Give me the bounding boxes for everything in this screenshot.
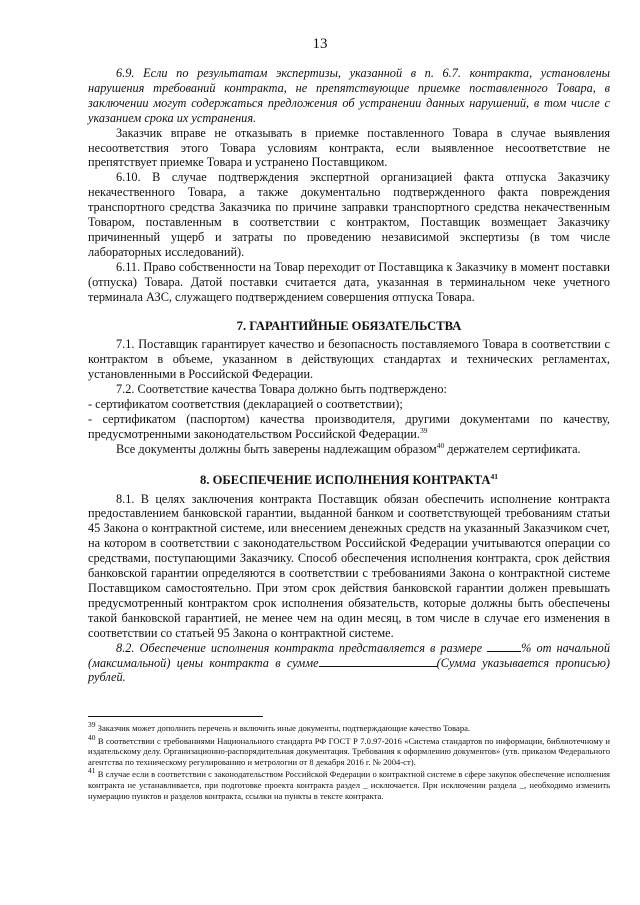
footnote-ref-39: 39 xyxy=(419,425,428,435)
clause-6-11: 6.11. Право собственности на Товар переходит от Поставщика к Заказчику в момент поставки (отпуска) Товара. Датой поставки считается дата, указанная в терминальном чеке учетного терминала АЗС, служащего подтверждением совершения отпуска Товара. xyxy=(88,259,610,304)
footnote-40 xyxy=(88,732,610,768)
footnote-ref-41: 41 xyxy=(490,471,498,481)
document-body xyxy=(88,66,610,685)
clause-7-2: 7.2. Соответствие качества Товара должно быть подтверждено: xyxy=(116,382,447,397)
clause-8-2-text-a: 8.2. Обеспечение исполнения контракта представляется в размере xyxy=(116,640,488,655)
section-8-heading xyxy=(88,473,610,488)
footnotes xyxy=(88,720,610,803)
clause-8-2 xyxy=(88,641,610,686)
footnote-ref-40: 40 xyxy=(436,440,445,450)
clause-6-9-continued: Заказчик вправе не отказывать в приемке поставленного Товара в случае выявления несоответствия этого Товара условиям контракта, если выявленное несоответствие не препятствует приемке Товара и устранено Поставщиком. xyxy=(88,125,610,170)
page-number: 13 xyxy=(312,36,328,52)
amount-blank xyxy=(319,656,437,667)
clause-8-1: 8.1. В целях заключения контракта Поставщик обязан обеспечить исполнение контракта предоставлением банковской гарантии, выданной банком и соответствующей требованиям статьи 45 Закона о контрактной системе, или внесением денежных средств на указанный Заказчиком счет, на котором в соответствии с законодательством Российской Федерации учитываются операции со средствами, поступающими Заказчику. Способ обеспечения исполнения контракта, срок действия банковской гарантии определяются в соответствии с требованиями Закона о контрактной системе Поставщиком самостоятельно. При этом срок действия банковской гарантии должен превышать предусмотренный контрактом срок исполнения обязательств, которые должны быть обеспечены такой банковской гарантией, не менее чем на один месяц, в том числе в случае его изменения в соответствии со статьей 95 Закона о контрактной системе. xyxy=(88,491,610,640)
section-8-heading-text: 8. ОБЕСПЕЧЕНИЕ ИСПОЛНЕНИЯ КОНТРАКТА xyxy=(200,472,491,487)
clause-8-2-text-b: % от начальной (максимальной) цены контракта в сумме xyxy=(88,640,610,670)
clause-7-2-item-2-text: - сертификатом (паспортом) качества производителя, другими документами по качеству, предусмотренными законодательством Российской Федерации. xyxy=(88,411,610,441)
section-7-heading: 7. ГАРАНТИЙНЫЕ ОБЯЗАТЕЛЬСТВА xyxy=(236,318,462,333)
footnote-separator xyxy=(88,716,263,717)
clause-7-2-certification xyxy=(88,442,610,457)
clause-7-2-item-2 xyxy=(88,412,610,442)
clause-7-2-certification-text-b: держателем сертификата. xyxy=(444,441,581,456)
clause-6-9: 6.9. Если по результатам экспертизы, указанной в п. 6.7. контракта, установлены нарушения требований контракта, не препятствующие приемке поставленного Товара, в заключении могут содержаться предложения об устранении данных нарушений, в том числе с указанием срока их устранения. xyxy=(88,66,610,125)
footnote-40-text: В соответствии с требованиями Национального стандарта РФ ГОСТ Р 7.0.97-2016 «Система стандартов по информации, библиотечному и издательскому делу. Организационно-распорядительная документация. Требования к оформлению документов» (утв. приказом Федерального агентства по техническому регулированию и метрологии от 8 декабря 2016 г. № 2004-ст). xyxy=(88,735,610,767)
footnote-39-text: Заказчик может дополнить перечень и включить иные документы, подтверждающие качество Товара. xyxy=(95,723,471,733)
clause-7-1: 7.1. Поставщик гарантирует качество и безопасность поставляемого Товара в соответствии с контрактом в объеме, указанном в действующих стандартах и технических регламентах, установленными в Российской Федерации. xyxy=(88,337,610,382)
footnote-39-number: 39 xyxy=(88,720,96,730)
footnote-39 xyxy=(88,720,610,734)
footnote-41 xyxy=(88,766,610,801)
footnote-40-number: 40 xyxy=(88,732,96,742)
footnote-41-text: В случае если в соответствии с законодательством Российской Федерации о контрактной системе в сфере закупок обеспечение исполнения контракта не устанавливается, при подготовке проекта контракта раздел _ исключается. При исключении раздела _, необходимо изменить нумерацию пунктов и разделов контракта, ссылки на пункты в тексте контракта. xyxy=(88,769,610,801)
percent-blank xyxy=(487,641,521,652)
clause-6-10: 6.10. В случае подтверждения экспертной организацией факта отпуска Заказчику некачественного Товара, а также документально подтвержденного факта повреждения транспортного средства Заказчика по причине заправки транспортного средства некачественным Товаром, поставленным в соответствии с контрактом, Поставщик возмещает Заказчику причиненный ущерб и затраты по проведению независимой экспертизы (в том числе лабораторных исследований). xyxy=(88,170,610,259)
footnote-41-number: 41 xyxy=(88,766,96,776)
clause-7-2-certification-text-a: Все документы должны быть заверены надлежащим образом xyxy=(116,441,437,456)
clause-8-2-text-c: (Сумма указывается прописью) рублей. xyxy=(88,655,610,685)
clause-7-2-item-1: - сертификатом соответствия (декларацией о соответствии); xyxy=(88,397,403,412)
